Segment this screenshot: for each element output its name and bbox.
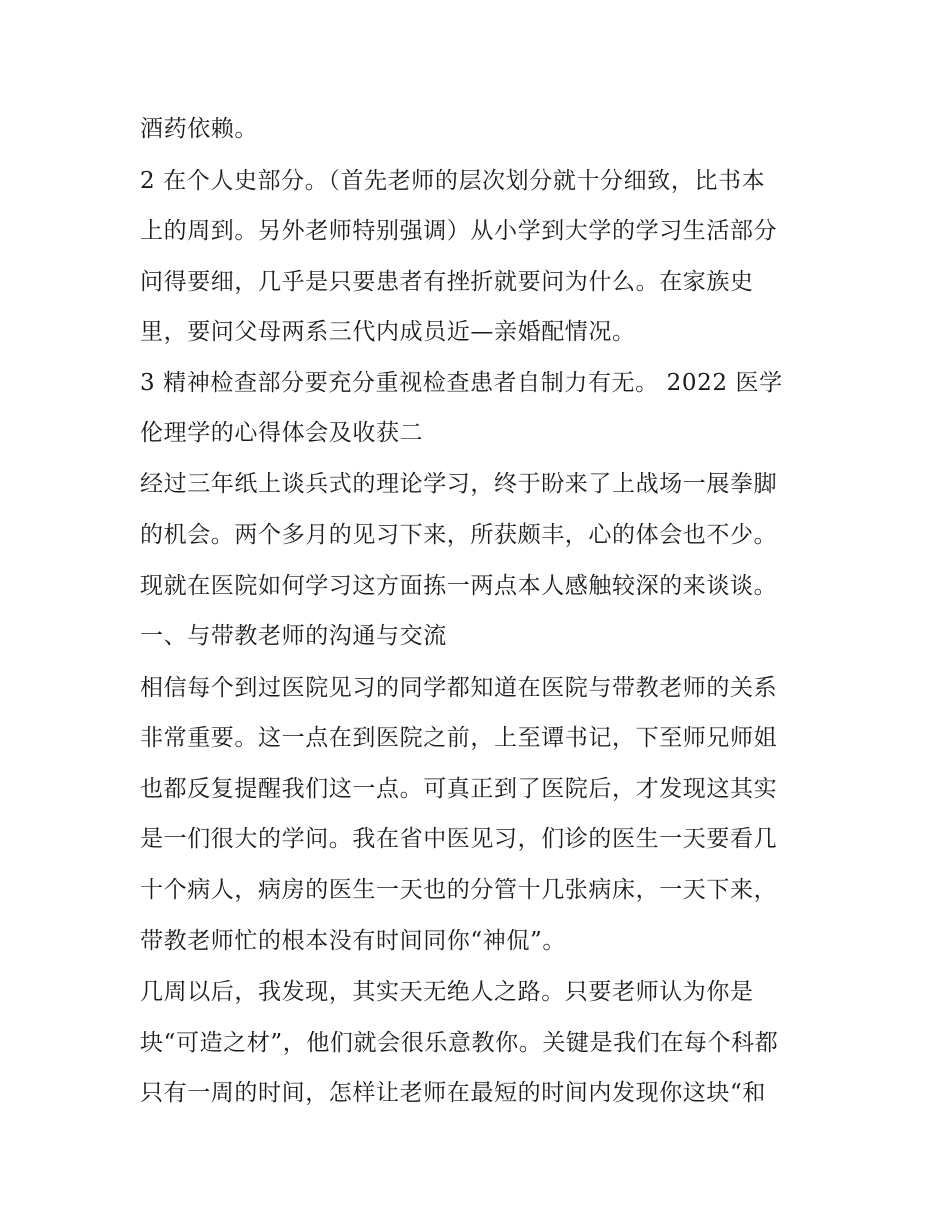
text-line: 也都反复提醒我们这一点。可真正到了医院后，才发现这其实 [140,776,778,802]
text-line: 块“可造之材”，他们就会很乐意教你。关键是我们在每个科都 [140,1030,779,1056]
text-line: 上的周到。另外老师特别强调）从小学到大学的学习生活部分 [140,218,778,244]
text-line: 经过三年纸上谈兵式的理论学习，终于盼来了上战场一展拳脚 [140,471,778,497]
text-line: 是一们很大的学问。我在省中医见习，们诊的医生一天要看几 [140,826,778,852]
text-line: 的机会。两个多月的见习下来，所获颇丰，心的体会也不少。 [140,522,778,548]
text-line: 只有一周的时间，怎样让老师在最短的时间内发现你这块“和 [140,1080,766,1106]
text-line: 2 在个人史部分。（首先老师的层次划分就十分细致，比书本 [140,168,766,194]
text-line: 问得要细，几乎是只要患者有挫折就要问为什么。在家族史 [140,269,754,295]
text-line: 里，要问父母两系三代内成员近—亲婚配情况。 [140,319,636,345]
text-line: 带教老师忙的根本没有时间同你“神侃”。 [140,928,566,954]
text-line: 现就在医院如何学习这方面拣一两点本人感触较深的来谈谈。 [140,573,778,599]
text-line: 3 精神检查部分要充分重视检查患者自制力有无。 2022 医学 [140,370,783,396]
text-line: 酒药依赖。 [140,116,258,142]
text-line: 相信每个到过医院见习的同学都知道在医院与带教老师的关系 [140,675,778,701]
text-line: 非常重要。这一点在到医院之前，上至谭书记，下至师兄师姐 [140,725,778,751]
text-line: 伦理学的心得体会及收获二 [140,420,424,446]
text-line: 几周以后，我发现，其实天无绝人之路。只要老师认为你是 [140,979,754,1005]
text-line: 十个病人，病房的医生一天也的分管十几张病床，一天下来， [140,877,778,903]
section-heading: 一、与带教老师的沟通与交流 [140,623,447,649]
